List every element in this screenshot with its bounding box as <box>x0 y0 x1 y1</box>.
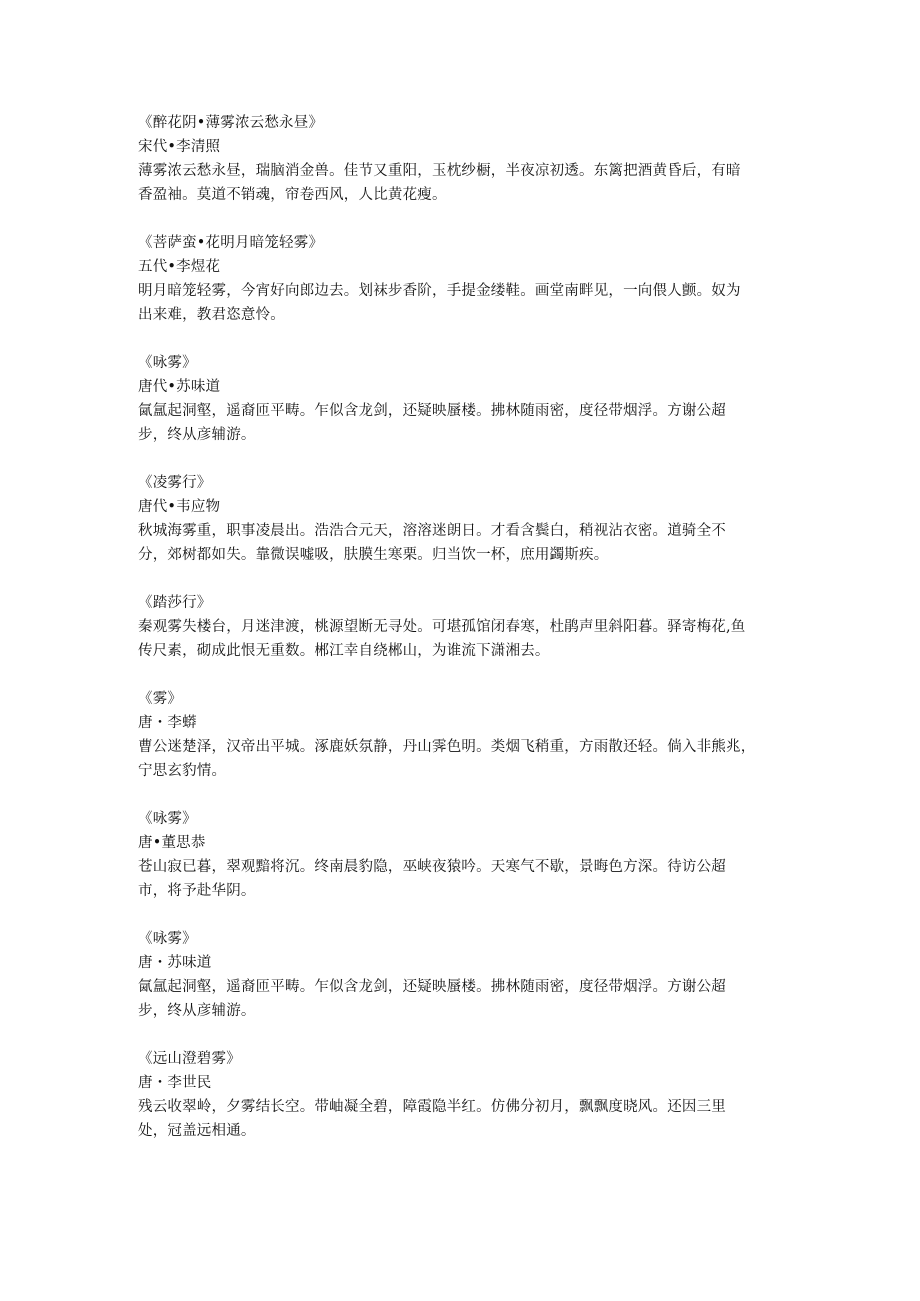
poem-author: 唐・李蟒 <box>138 715 197 731</box>
poem-entry <box>138 471 788 567</box>
poem-author: 五代•李煜花 <box>138 259 221 275</box>
poem-title: 《凌雾行》 <box>138 475 212 491</box>
poem-line: 曹公迷楚泽，汉帝出平城。涿鹿妖氛静，丹山霁色明。类烟飞稍重，方雨散还轻。倘入非熊兆， <box>138 739 756 755</box>
poem-line: 苍山寂已暮，翠观黯将沉。终南晨豹隐，巫峡夜猿吟。天寒气不歇，景晦色方深。待访公超 <box>138 859 726 875</box>
poem-line: 残云收翠岭，夕雾结长空。带岫凝全碧，障霞隐半红。仿佛分初月，飘飘度晓风。还因三里 <box>138 1099 726 1115</box>
poem-title: 《咏雾》 <box>138 811 197 827</box>
poem-line: 宁思玄豹情。 <box>138 763 227 779</box>
poem-title: 《咏雾》 <box>138 355 197 371</box>
poem-author: 唐・李世民 <box>138 1075 212 1091</box>
poem-title: 《雾》 <box>138 691 183 707</box>
poem-title: 《醉花阴•薄雾浓云愁永昼》 <box>138 115 324 131</box>
poem-author: 唐代•苏味道 <box>138 379 221 395</box>
poem-line: 薄雾浓云愁永昼，瑞脑消金兽。佳节又重阳，玉枕纱橱，半夜凉初透。东篱把酒黄昏后，有暗 <box>138 163 741 179</box>
poem-author: 宋代•李清照 <box>138 139 221 155</box>
poem-title: 《踏莎行》 <box>138 595 212 611</box>
poem-title: 《咏雾》 <box>138 931 197 947</box>
poem-list <box>138 111 788 1167</box>
poem-entry <box>138 591 788 663</box>
poem-line: 秦观雾失楼台，月迷津渡，桃源望断无寻处。可堪孤馆闭春寒，杜鹃声里斜阳暮。驿寄梅花,鱼 <box>138 619 746 635</box>
poem-line: 市，将予赴华阴。 <box>138 883 256 899</box>
poem-line: 步，终从彦辅游。 <box>138 1003 256 1019</box>
poem-author: 唐・苏味道 <box>138 955 212 971</box>
poem-entry <box>138 927 788 1023</box>
poem-line: 出来难，教君恣意怜。 <box>138 307 285 323</box>
poem-author: 唐代•韦应物 <box>138 499 221 515</box>
poem-line: 明月暗笼轻雾，今宵好向郎边去。划袜步香阶，手提金缕鞋。画堂南畔见，一向偎人颤。奴为 <box>138 283 741 299</box>
poem-line: 处，冠盖远相通。 <box>138 1123 256 1139</box>
poem-title: 《远山澄碧雾》 <box>138 1051 241 1067</box>
poem-author: 唐•董思恭 <box>138 835 206 851</box>
poem-entry <box>138 1047 788 1143</box>
poem-line: 传尺素，砌成此恨无重数。郴江幸自绕郴山，为谁流下潇湘去。 <box>138 643 550 659</box>
poem-entry <box>138 231 788 327</box>
poem-line: 步，终从彦辅游。 <box>138 427 256 443</box>
poem-entry <box>138 111 788 207</box>
poem-line: 氤氲起洞壑，遥裔匝平畴。乍似含龙剑，还疑映蜃楼。拂林随雨密，度径带烟浮。方谢公超 <box>138 403 726 419</box>
poem-title: 《菩萨蛮•花明月暗笼轻雾》 <box>138 235 324 251</box>
poem-line: 秋城海雾重，职事凌晨出。浩浩合元天，溶溶迷朗日。才看含鬓白，稍视沾衣密。道骑全不 <box>138 523 726 539</box>
poem-entry <box>138 687 788 783</box>
poem-line: 氤氲起洞壑，遥裔匝平畴。乍似含龙剑，还疑映蜃楼。拂林随雨密，度径带烟浮。方谢公超 <box>138 979 726 995</box>
poem-entry <box>138 351 788 447</box>
poem-entry <box>138 807 788 903</box>
poem-line: 分，郊树都如失。靠微误嘘吸，肤膜生寒栗。归当饮一杯，庶用蠲斯疾。 <box>138 547 609 563</box>
poem-line: 香盈袖。莫道不销魂，帘卷西风，人比黄花瘦。 <box>138 187 447 203</box>
